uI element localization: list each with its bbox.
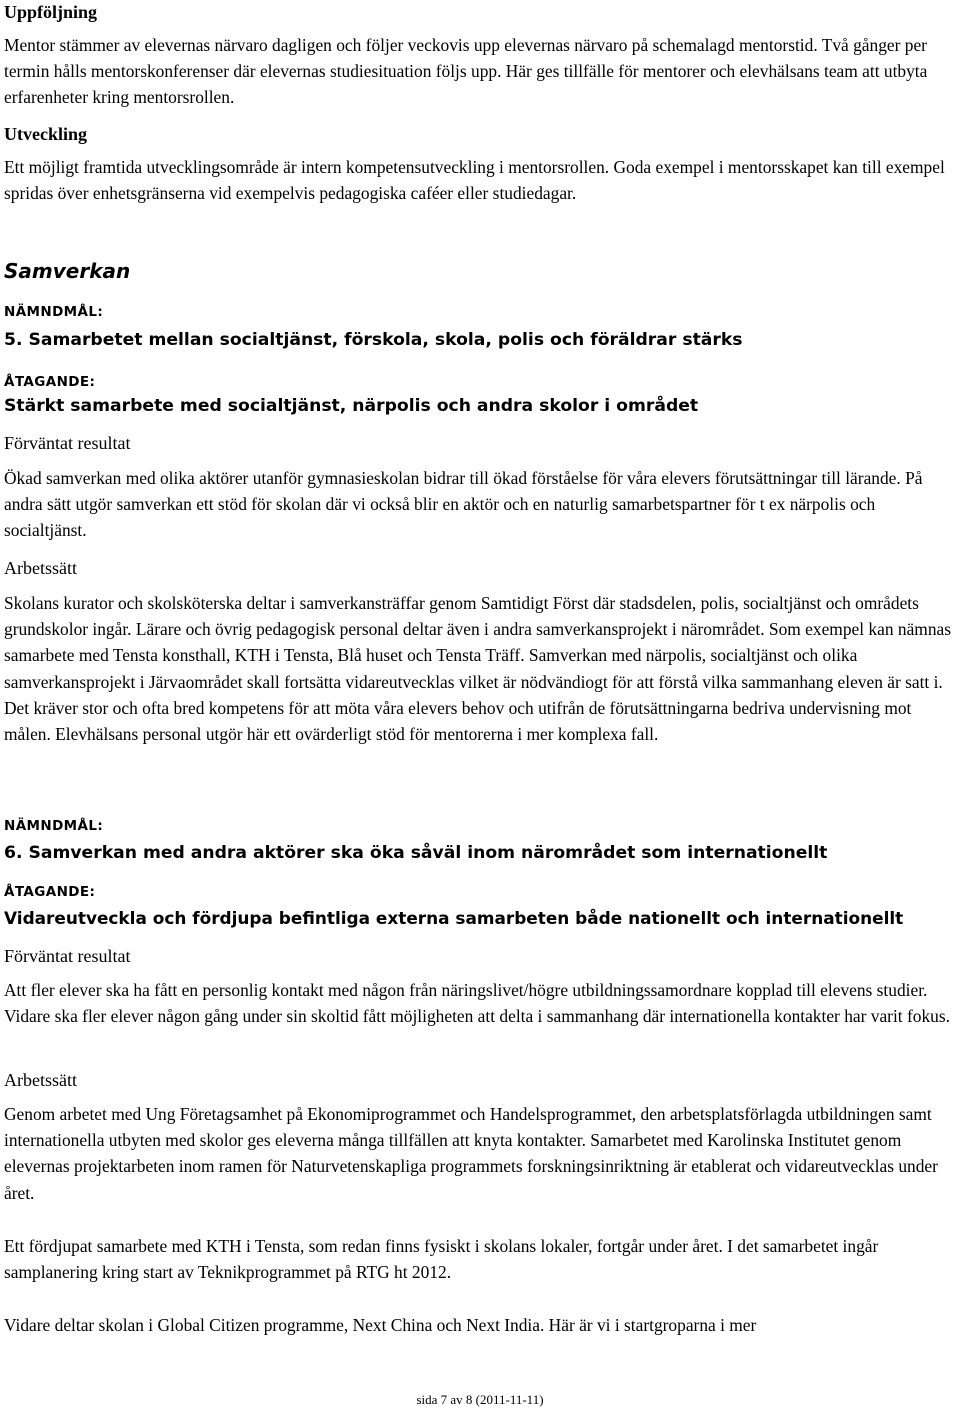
goal-6-title: 6. Samverkan med andra aktörer ska öka såväl inom närområdet som internationellt	[4, 843, 828, 863]
section-heading-utveckling: Utveckling	[4, 124, 87, 144]
atagande-label: ÅTAGANDE:	[4, 374, 96, 390]
namndmal-label: NÄMNDMÅL:	[4, 304, 104, 320]
goal-5-title: 5. Samarbetet mellan socialtjänst, förskola, skola, polis och föräldrar stärks	[4, 330, 743, 350]
page-footer: sida 7 av 8 (2011-11-11)	[416, 1392, 544, 1407]
forvantat-resultat-heading: Förväntat resultat	[4, 433, 131, 453]
paragraph-uppfoljning: Mentor stämmer av elevernas närvaro dagligen och följer veckovis upp elevernas närvaro på schemalagd mentorstid. Två gånger per termin hålls mentorskonferenser där elevernas studiesituation följs upp. Här ges tillfälle för mentorer och elevhälsans team att utbyta erfarenheter kring mentorsrollen.	[4, 35, 928, 108]
atagande-label: ÅTAGANDE:	[4, 884, 96, 900]
section-heading-samverkan: Samverkan	[4, 259, 131, 283]
forvantat-resultat-heading: Förväntat resultat	[4, 946, 131, 966]
paragraph-forvantat-resultat-6: Att fler elever ska ha fått en personlig kontakt med någon från näringslivet/högre utbildningssamordnare kopplad till elevens studier. Vidare ska fler elever någon gång under sin skoltid fått möjligheten att delta i sammanhang där internationella kontakter har varit fokus.	[4, 980, 950, 1027]
paragraph-arbetssatt-5: Skolans kurator och skolsköterska deltar i samverkansträffar genom Samtidigt Först där stadsdelen, polis, socialtjänst och områdets grundskolor ingår. Lärare och övrig pedagogisk personal deltar även i andra samverkansprojekt i närområdet. Som exempel kan nämnas samarbete med Tensta konsthall, KTH i Tensta, Blå huset och Tensta Träff. Samverkan med närpolis, socialtjänst och olika samverkansprojekt i Järvaområdet skall fortsätta vidareutvecklas vilket är nödvändiogt för att förstå vilka sammanhang eleven är satt i. Det kräver stor och ofta bred kompetens för att möta våra elevers behov och utifrån de förutsättningarna bedriva undervisning mot målen. Elevhälsans personal utgör här ett ovärderligt stöd för mentorerna i mer komplexa fall.	[4, 593, 951, 745]
paragraph-forvantat-resultat-5: Ökad samverkan med olika aktörer utanför gymnasieskolan bidrar till ökad förståelse för våra elevers förutsättningar till lärande. På andra sätt utgör samverkan ett stöd för skolan där vi också blir en aktör och en naturlig samarbetspartner för t ex närpolis och socialtjänst.	[4, 468, 923, 541]
paragraph-arbetssatt-6-2: Ett fördjupat samarbete med KTH i Tensta, som redan finns fysiskt i skolans lokaler, fortgår under året. I det samarbetet ingår samplanering kring start av Teknikprogrammet på RTG ht 2012.	[4, 1236, 879, 1283]
arbetssatt-heading: Arbetssätt	[4, 1070, 77, 1090]
paragraph-arbetssatt-6-3: Vidare deltar skolan i Global Citizen programme, Next China och Next India. Här är vi i startgroparna i mer	[4, 1315, 757, 1335]
paragraph-utveckling: Ett möjligt framtida utvecklingsområde är intern kompetensutveckling i mentorsrollen. Goda exempel i mentorsskapet kan till exempel spridas över enhetsgränserna vid exempelvis pedagogiska caféer eller studiedagar.	[4, 157, 945, 204]
namndmal-label: NÄMNDMÅL:	[4, 818, 104, 834]
arbetssatt-heading: Arbetssätt	[4, 558, 77, 578]
section-heading-uppfoljning: Uppföljning	[4, 2, 98, 22]
paragraph-arbetssatt-6-1: Genom arbetet med Ung Företagsamhet på Ekonomiprogrammet och Handelsprogrammet, den arbetsplatsförlagda utbildningen samt internationella utbyten med skolor ges eleverna många tillfällen att knyta kontakter. Samarbetet med Karolinska Institutet genom elevernas projektarbeten inom ramen för Naturvetenskapliga programmets forskningsinriktning är etablerat och vidareutvecklas under året.	[4, 1104, 938, 1203]
atagande-6-text: Vidareutveckla och fördjupa befintliga externa samarbeten både nationellt och internationellt	[4, 908, 904, 928]
atagande-5-text: Stärkt samarbete med socialtjänst, närpolis och andra skolor i området	[4, 396, 699, 416]
